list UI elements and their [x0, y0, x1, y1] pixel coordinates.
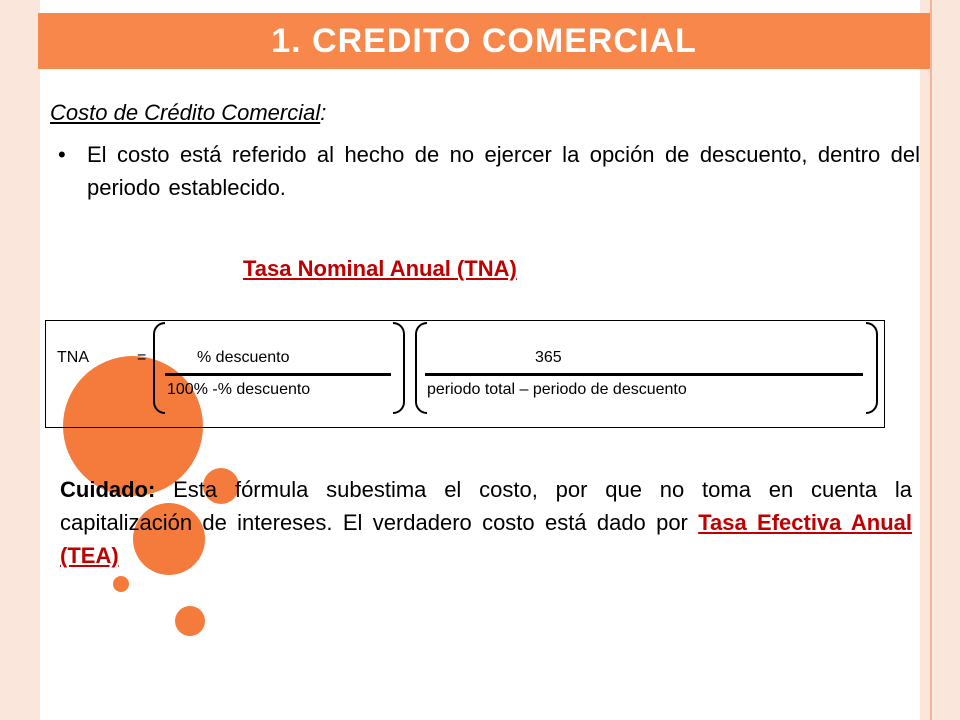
section-subtitle — [50, 100, 326, 126]
formula-numerator-2: 365 — [535, 349, 562, 366]
bullet-text: El costo está referido al hecho de no ejercer la opción de descuento, dentro del periodo establecido. — [87, 142, 920, 200]
fraction-line-2 — [425, 373, 863, 376]
decorative-circle-small-2 — [175, 606, 205, 636]
right-bracket-2 — [866, 322, 878, 414]
formula-numerator-1: % descuento — [197, 349, 290, 366]
right-bracket-1 — [393, 322, 405, 414]
page-title: 1. CREDITO COMERCIAL — [271, 21, 697, 60]
subtitle-text: Costo de Crédito Comercial — [50, 100, 321, 125]
formula-denominator-2: periodo total – periodo de descuento — [427, 381, 687, 398]
formula-denominator-1: 100% -% descuento — [167, 381, 311, 398]
tna-heading: Tasa Nominal Anual (TNA) — [243, 256, 517, 281]
left-decorative-band — [0, 0, 40, 720]
right-decorative-band — [920, 0, 960, 720]
left-bracket-1 — [153, 322, 165, 414]
warning-paragraph — [60, 473, 912, 572]
subtitle-colon: : — [320, 100, 327, 125]
bullet-item — [50, 138, 920, 204]
bullet-symbol: • — [58, 142, 66, 167]
warning-label: Cuidado: — [60, 477, 156, 502]
fraction-line-1 — [165, 373, 391, 376]
tea-link[interactable]: Tasa Efectiva Anual (TEA) — [60, 510, 912, 568]
formula-lhs: TNA — [57, 349, 89, 366]
formula-equals: = — [137, 349, 147, 366]
decorative-circle-tiny — [113, 576, 129, 592]
right-decorative-line — [930, 0, 932, 720]
title-bar — [38, 13, 930, 69]
left-bracket-2 — [415, 322, 427, 414]
warning-text: Esta fórmula subestima el costo, por que no toma en cuenta la capitalización de intereses. El verdadero costo está dado por — [60, 477, 912, 535]
